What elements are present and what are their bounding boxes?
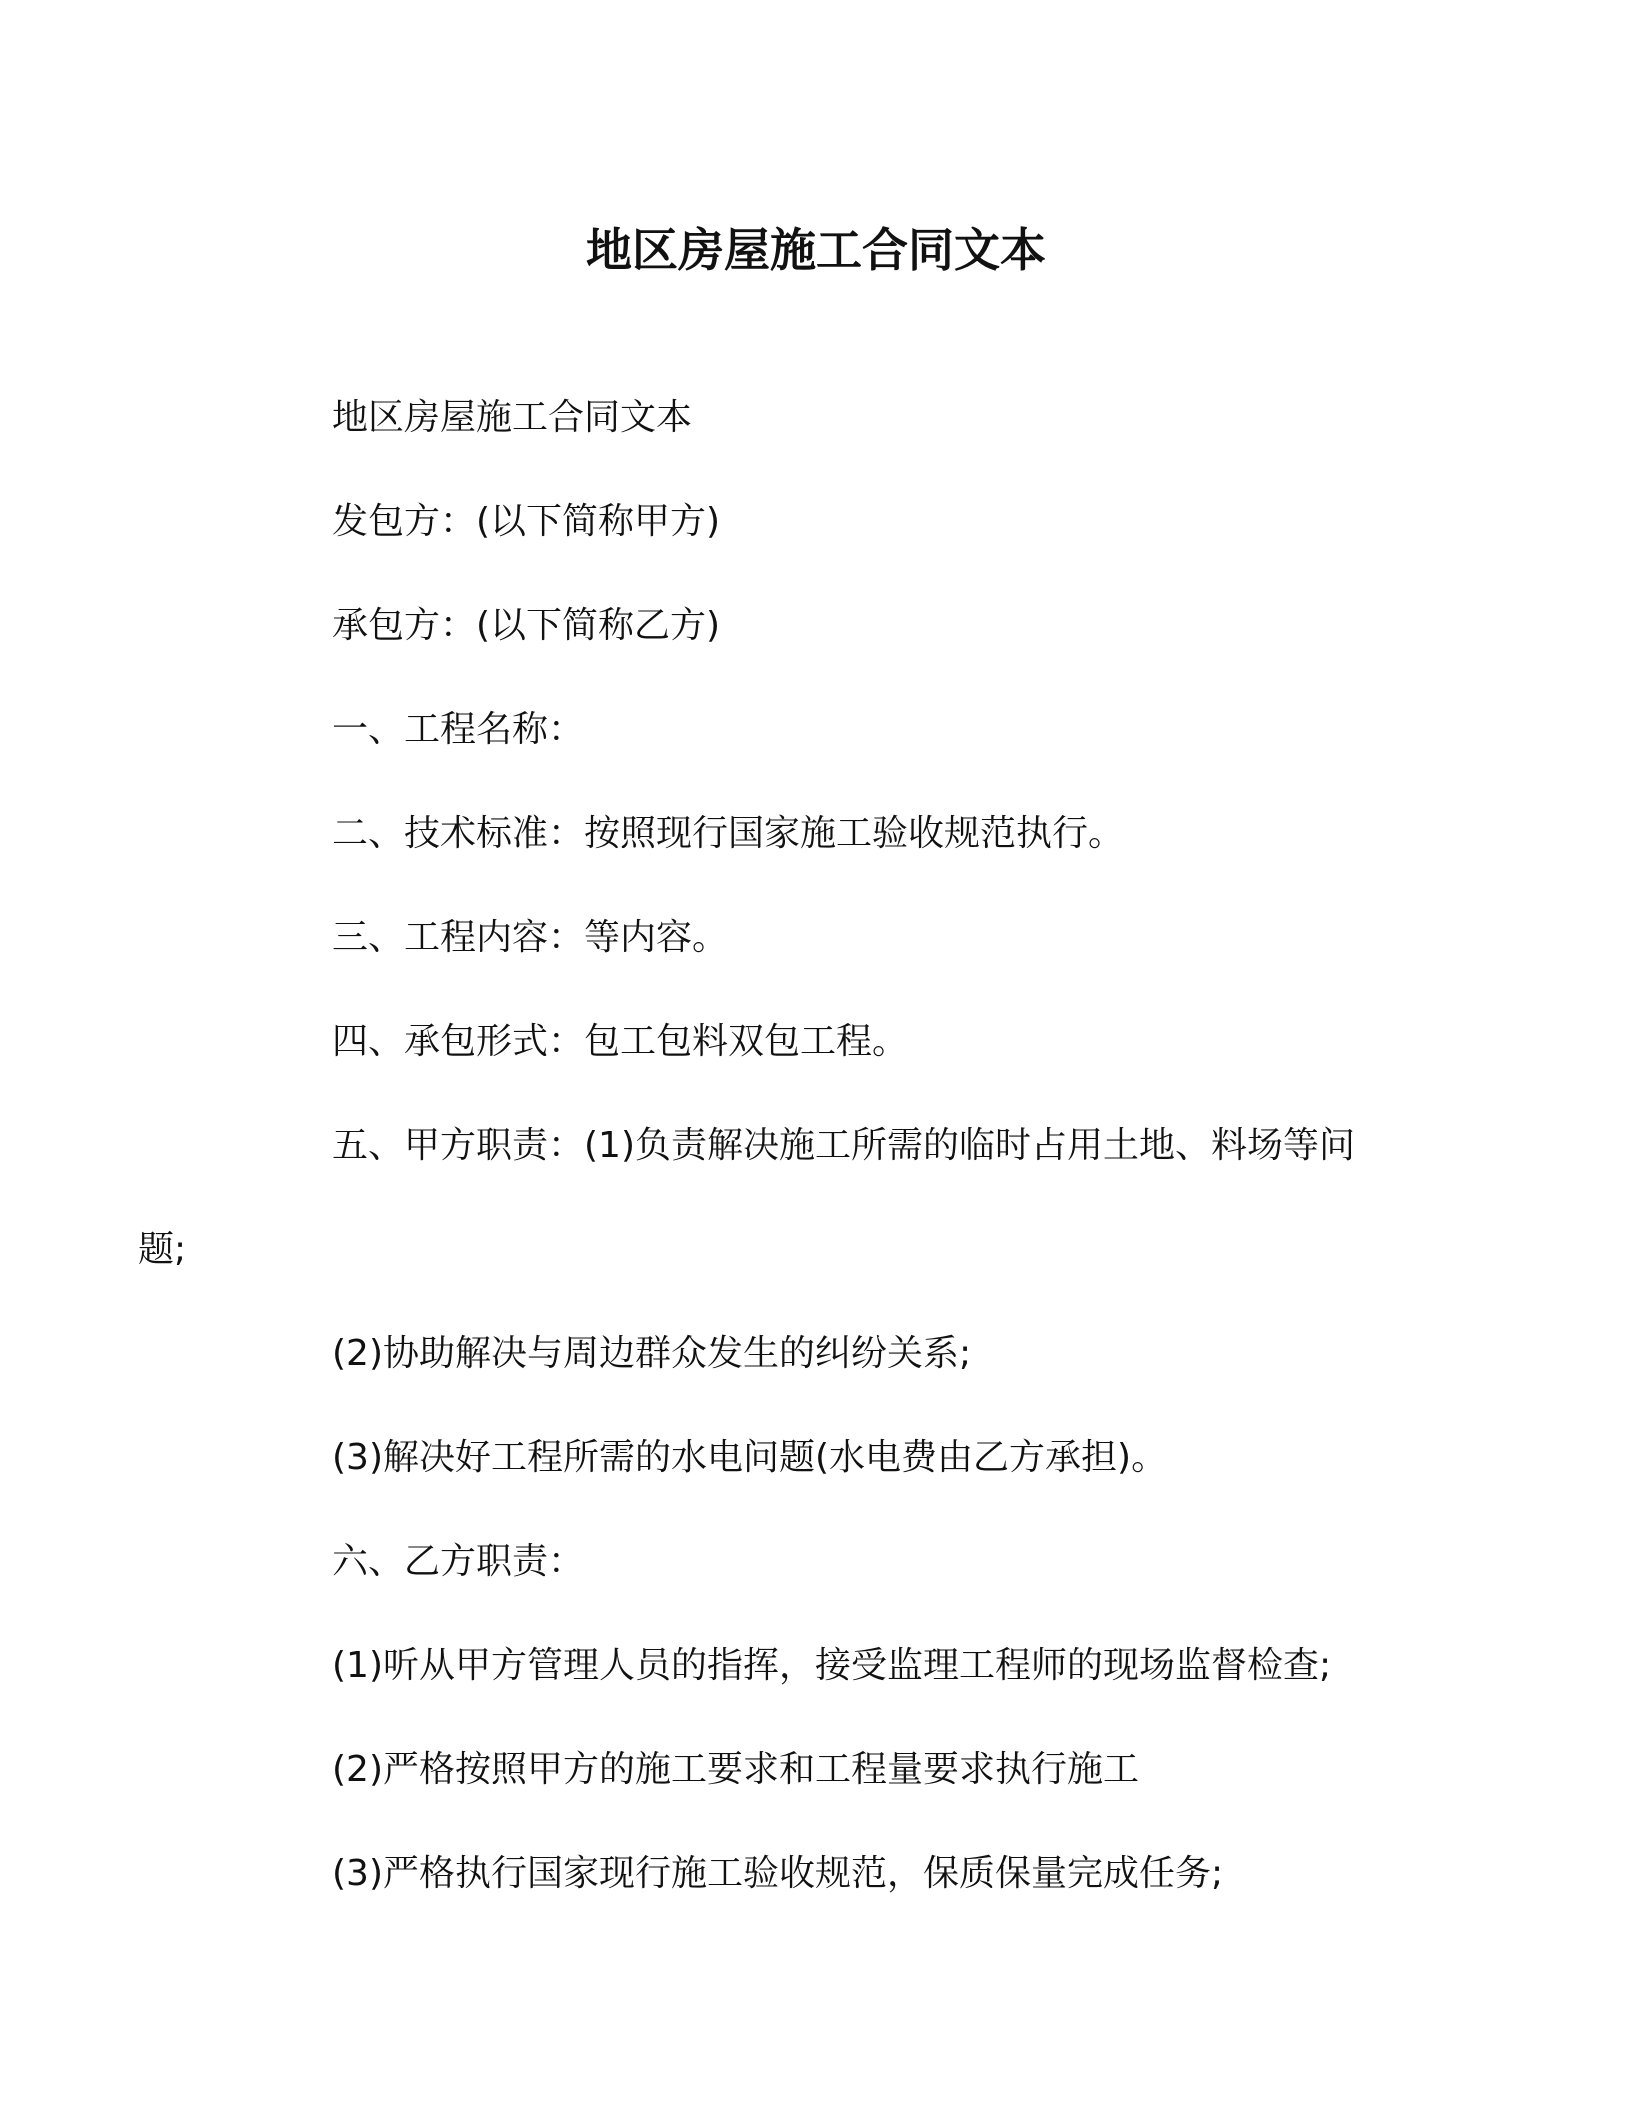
paragraph-section-5 xyxy=(138,1123,1405,1273)
paragraph-section-4: 四、承包形式：包工包料双包工程。 xyxy=(332,1021,909,1062)
paragraph-party-a-duty-2: (2)协助解决与周边群众发生的纠纷关系; xyxy=(332,1333,972,1374)
document-body xyxy=(138,395,1405,1955)
paragraph-party-b-duty-3: (3)严格执行国家现行施工验收规范，保质保量完成任务; xyxy=(332,1853,1224,1894)
paragraph-party-a-duty-3: (3)解决好工程所需的水电问题(水电费由乙方承担)。 xyxy=(332,1437,1168,1478)
paragraph-party-b-duty-1: (1)听从甲方管理人员的指挥，接受监理工程师的现场监督检查; xyxy=(332,1645,1332,1686)
paragraph-party-b-duty-2: (2)严格按照甲方的施工要求和工程量要求执行施工 xyxy=(332,1749,1139,1790)
paragraph-subtitle: 地区房屋施工合同文本 xyxy=(332,397,693,438)
paragraph-section-1: 一、工程名称： xyxy=(332,709,585,750)
paragraph-section-5-line2: 题; xyxy=(138,1229,187,1270)
paragraph-section-3: 三、工程内容：等内容。 xyxy=(332,917,729,958)
paragraph-party-a: 发包方：(以下简称甲方) xyxy=(332,501,721,542)
paragraph-section-2: 二、技术标准：按照现行国家施工验收规范执行。 xyxy=(332,813,1125,854)
document-title: 地区房屋施工合同文本 xyxy=(586,223,1046,277)
paragraph-section-6: 六、乙方职责： xyxy=(332,1541,585,1582)
paragraph-party-b: 承包方：(以下简称乙方) xyxy=(332,605,721,646)
paragraph-section-5-line1: 五、甲方职责：(1)负责解决施工所需的临时占用土地、料场等问 xyxy=(332,1125,1355,1166)
